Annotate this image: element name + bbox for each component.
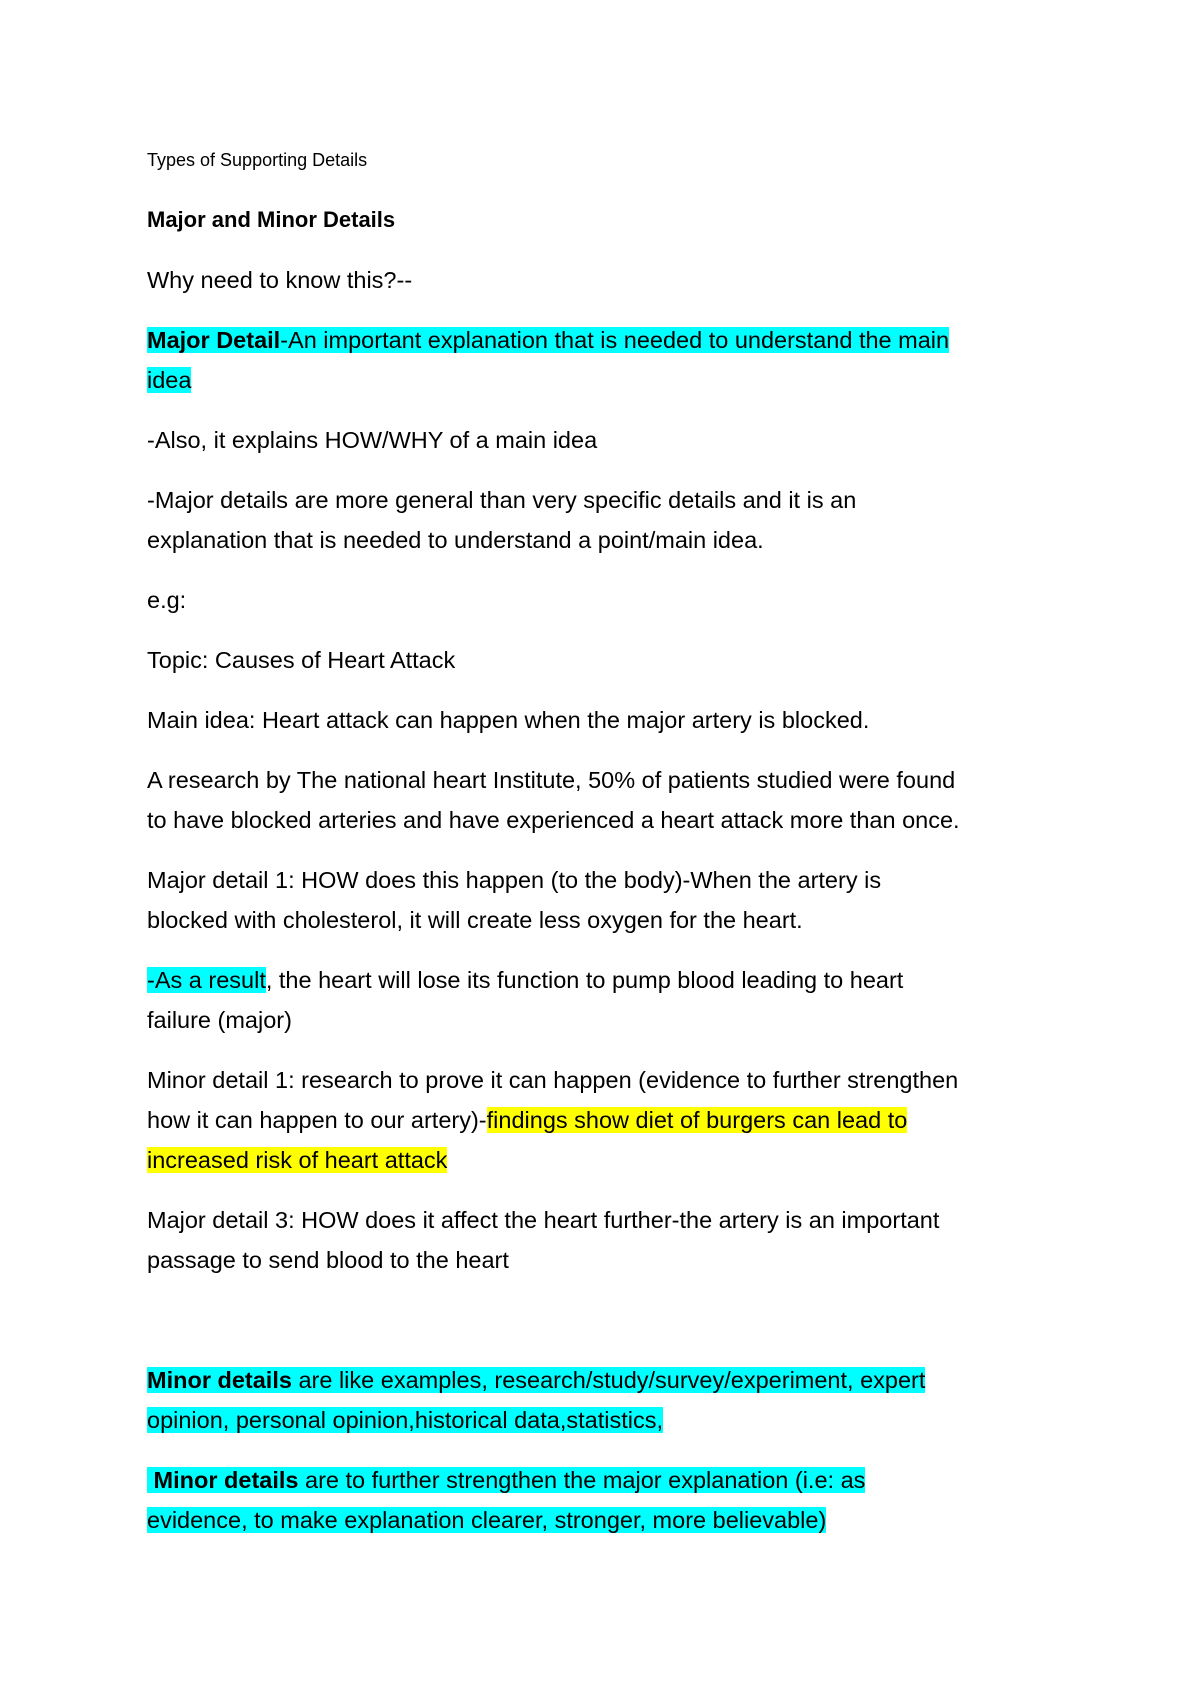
major-general-line2: explanation that is needed to understand a point/main idea. — [147, 527, 764, 553]
spacer — [147, 300, 1077, 320]
minor-detail-1-highlight: findings show diet of burgers can lead to — [486, 1107, 908, 1133]
minor-details-term: Minor details — [147, 1367, 292, 1393]
minor-detail-1-paragraph — [147, 1060, 1077, 1180]
spacer — [147, 240, 1077, 260]
spacer — [147, 1440, 1077, 1460]
spacer — [147, 620, 1077, 640]
document-title-line: Types of Supporting Details — [147, 150, 368, 170]
spacer — [147, 1040, 1077, 1060]
as-a-result-highlight: -As a result — [147, 967, 266, 993]
research-line1: A research by The national heart Institute, 50% of patients studied were found — [147, 767, 956, 793]
document-body — [147, 140, 1077, 1540]
spacer — [147, 560, 1077, 580]
major-detail-3-line1: Major detail 3: HOW does it affect the heart further-the artery is an important — [147, 1207, 940, 1233]
spacer — [147, 840, 1077, 860]
major-detail-1-line1: Major detail 1: HOW does this happen (to the body)-When the artery is — [147, 867, 882, 893]
spacer — [147, 940, 1077, 960]
as-a-result-paragraph — [147, 960, 1077, 1040]
minor-details-further-line2: evidence, to make explanation clearer, stronger, more believable) — [147, 1507, 827, 1533]
spacer — [147, 460, 1077, 480]
major-definition-highlight — [147, 327, 949, 353]
major-detail-term: Major Detail — [147, 327, 281, 353]
major-detail-3-paragraph — [147, 1200, 1077, 1280]
minor-detail-1-line2-plain: how it can happen to our artery)- — [147, 1107, 487, 1133]
spacer — [147, 740, 1077, 760]
topic-line: Topic: Causes of Heart Attack — [147, 647, 456, 673]
minor-detail-1-highlight-line3: increased risk of heart attack — [147, 1147, 448, 1173]
eg-line: e.g: — [147, 587, 187, 613]
minor-details-further-paragraph — [147, 1460, 1077, 1540]
minor-details-like-text: are like examples, research/study/survey/experiment, expert — [291, 1367, 926, 1393]
major-general-paragraph — [147, 480, 1077, 560]
spacer — [147, 400, 1077, 420]
minor-details-term-2: Minor details — [153, 1467, 299, 1493]
as-a-result-line2: failure (major) — [147, 1007, 292, 1033]
major-definition-line2: idea — [147, 367, 192, 393]
spacer — [147, 680, 1077, 700]
major-definition — [147, 320, 1077, 400]
minor-details-like-highlight — [147, 1367, 925, 1393]
major-general-line1: -Major details are more general than very specific details and it is an — [147, 487, 857, 513]
main-idea-line: Main idea: Heart attack can happen when the major artery is blocked. — [147, 707, 870, 733]
spacer — [147, 180, 1077, 200]
also-line: -Also, it explains HOW/WHY of a main idea — [147, 427, 598, 453]
major-detail-1-line2: blocked with cholesterol, it will create less oxygen for the heart. — [147, 907, 803, 933]
minor-details-like-paragraph — [147, 1360, 1077, 1440]
major-detail-1-paragraph — [147, 860, 1077, 940]
spacer — [147, 1180, 1077, 1200]
major-definition-text: -An important explanation that is needed to understand the main — [280, 327, 950, 353]
why-line: Why need to know this?-- — [147, 267, 413, 293]
research-paragraph — [147, 760, 1077, 840]
minor-detail-1-line1: Minor detail 1: research to prove it can happen (evidence to further strengthen — [147, 1067, 959, 1093]
spacer — [147, 1280, 1077, 1360]
research-line2: to have blocked arteries and have experienced a heart attack more than once. — [147, 807, 960, 833]
section-heading: Major and Minor Details — [147, 207, 396, 232]
minor-details-further-text: are to further strengthen the major explanation (i.e: as — [298, 1467, 866, 1493]
minor-details-further-highlight — [147, 1467, 865, 1493]
as-a-result-text: , the heart will lose its function to pump blood leading to heart — [265, 967, 904, 993]
major-detail-3-line2: passage to send blood to the heart — [147, 1247, 509, 1273]
minor-details-like-line2: opinion, personal opinion,historical data,statistics, — [147, 1407, 663, 1433]
